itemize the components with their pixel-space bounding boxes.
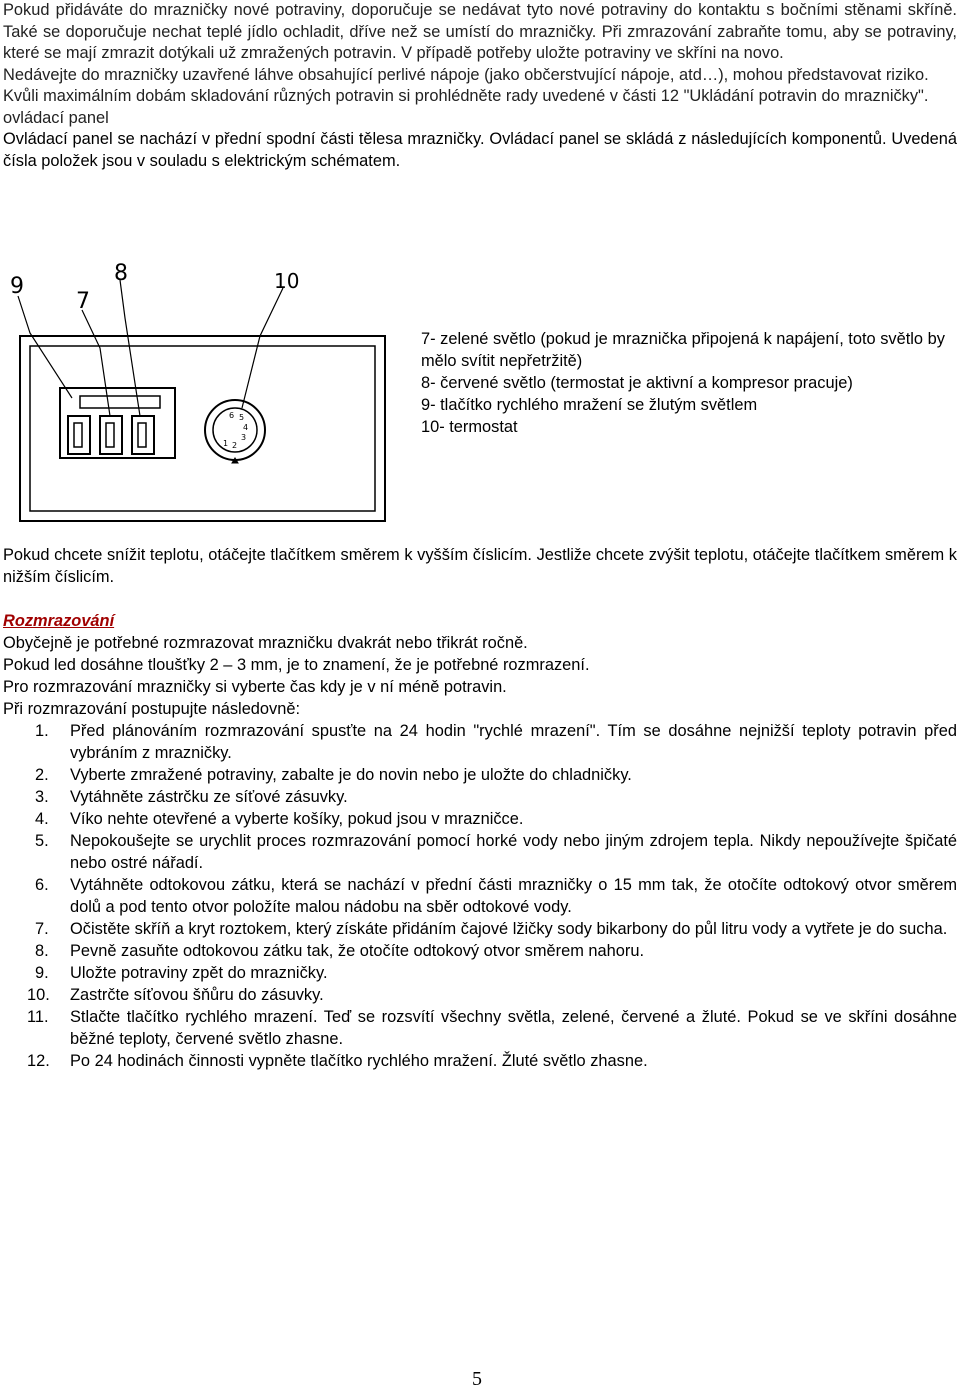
dial-number: 5 [239, 413, 245, 422]
step-text: Víko nehte otevřené a vyberte košíky, pokud jsou v mrazničce. [70, 810, 524, 828]
control-panel-figure [10, 258, 400, 528]
label-9: 9 [10, 274, 24, 299]
dial-number: 2 [232, 441, 238, 450]
list-item [3, 940, 957, 962]
dial-number: 4 [243, 423, 249, 432]
dial-number: 6 [229, 411, 235, 420]
defrost-paragraph: Pokud led dosáhne tloušťky 2 – 3 mm, je to znamení, že je potřebné rozmrazení. [3, 656, 590, 674]
step-number: 4. [35, 810, 49, 828]
intro-paragraph: Ovládací panel se nachází v přední spodní části tělesa mrazničky. Ovládací panel se skládá z následujících komponentů. Uvedená čísla položek jsou v souladu s elektrickým schématem. [3, 130, 957, 170]
list-item [3, 874, 957, 918]
label-strip [80, 396, 160, 408]
control-panel-drawing [10, 258, 400, 528]
defrost-paragraph: Obyčejně je potřebné rozmrazovat mrazničku dvakrát nebo třikrát ročně. [3, 634, 528, 652]
label-7: 7 [76, 289, 90, 314]
list-item [3, 808, 957, 830]
list-item [3, 1050, 957, 1072]
step-text: Nepokoušejte se urychlit proces rozmrazování pomocí horké vody nebo jiným zdrojem tepla. Nikdy nepoužívejte špičaté nebo ostré nářadí. [70, 832, 957, 872]
step-text: Uložte potraviny zpět do mrazničky. [70, 964, 328, 982]
figure-legend [421, 328, 960, 438]
step-text: Vytáhněte odtokovou zátku, která se nachází v přední části mrazničky o 15 mm tak, že otočíte odtokový otvor směrem dolů a pod tento otvor položíte malou nádobu na sběr odtokové vody. [70, 876, 957, 916]
green-light [100, 416, 122, 454]
step-number: 1. [35, 722, 49, 740]
step-number: 7. [35, 920, 49, 938]
leader-10 [242, 288, 283, 408]
legend-item: 7- zelené světlo (pokud je mraznička připojená k napájení, toto světlo by mělo svítit nepřetržitě) [421, 330, 945, 370]
list-item [3, 1006, 957, 1050]
step-number: 2. [35, 766, 49, 784]
defrost-heading: Rozmrazování [3, 612, 115, 630]
legend-item: 10- termostat [421, 418, 518, 436]
step-number: 10. [27, 986, 50, 1004]
leader-7 [82, 310, 110, 416]
leader-9 [18, 296, 72, 398]
label-10: 10 [274, 269, 300, 293]
intro-paragraph: Pokud přidáváte do mrazničky nové potraviny, doporučuje se nedávat tyto nové potraviny do kontaktu s bočními stěnami skříně. Také se doporučuje nechat teplé jídlo ochladit, dříve než se umístí do mrazničky. Při zmrazování zabraňte tomu, aby se potraviny, které se mají zmrazit dotýkali už zmražených potravin. V případě potřeby uložte potraviny ve skříni na novo. [3, 1, 957, 62]
list-item [3, 918, 957, 940]
step-text: Stlačte tlačítko rychlého mrazení. Teď se rozsvítí všechny světla, zelené, červené a žluté. Pokud se ve skříni dosáhne běžné teploty, červené světlo zhasne. [70, 1008, 957, 1048]
dial-number: 3 [241, 433, 247, 442]
list-item [3, 786, 957, 808]
list-item [3, 720, 957, 764]
step-text: Před plánováním rozmrazování spusťte na 24 hodin "rychlé mrazení". Tím se dosáhne nejnižší teploty potravin před vybráním z mrazničky. [70, 722, 957, 762]
step-number: 11. [27, 1008, 49, 1026]
step-text: Vyberte zmražené potraviny, zabalte je do novin nebo je uložte do chladničky. [70, 766, 632, 784]
section-label: ovládací panel [3, 108, 109, 127]
red-light [132, 416, 154, 454]
step-number: 12. [27, 1052, 50, 1070]
step-number: 5. [35, 832, 49, 850]
button-9-inner [74, 423, 82, 447]
dial-number: 1 [223, 439, 229, 448]
light-8-inner [138, 423, 146, 447]
step-text: Vytáhněte zástrčku ze síťové zásuvky. [70, 788, 348, 806]
intro-text [3, 0, 957, 172]
step-number: 6. [35, 876, 49, 894]
step-number: 8. [35, 942, 49, 960]
list-item [3, 984, 957, 1006]
step-text: Očistěte skříň a kryt roztokem, který získáte přidáním čajové lžičky sody bikarbony do půl litru vody a vytřete je do sucha. [70, 920, 948, 938]
defrost-paragraph: Pro rozmrazování mrazničky si vyberte čas kdy je v ní méně potravin. [3, 678, 507, 696]
legend-item: 9- tlačítko rychlého mražení se žlutým světlem [421, 396, 758, 414]
list-item [3, 962, 957, 984]
step-text: Zastrčte síťovou šňůru do zásuvky. [70, 986, 324, 1004]
defrost-paragraph: Při rozmrazování postupujte následovně: [3, 700, 301, 718]
list-item [3, 764, 957, 786]
light-7-inner [106, 423, 114, 447]
label-8: 8 [114, 261, 128, 286]
thermostat-dial [205, 400, 265, 460]
step-number: 9. [35, 964, 49, 982]
step-text: Pevně zasuňte odtokovou zátku tak, že otočíte odtokový otvor směrem nahoru. [70, 942, 644, 960]
defrost-steps [3, 720, 957, 1072]
step-text: Po 24 hodinách činnosti vypněte tlačítko rychlého mražení. Žluté světlo zhasne. [70, 1052, 648, 1070]
intro-paragraph: Nedávejte do mrazničky uzavřené láhve obsahující perlivé nápoje (jako občerstvující nápoje, atd…), mohou představovat riziko. [3, 65, 929, 84]
step-number: 3. [35, 788, 49, 806]
legend-item: 8- červené světlo (termostat je aktivní a kompresor pracuje) [421, 374, 853, 392]
quick-freeze-button [68, 416, 90, 454]
list-item [3, 830, 957, 874]
page-number: 5 [472, 1368, 482, 1390]
intro-paragraph: Kvůli maximálním dobám skladování různých potravin si prohlédněte rady uvedené v části 12 "Ukládání potravin do mrazničky". [3, 87, 929, 105]
defrost-section [3, 544, 957, 1072]
temperature-note: Pokud chcete snížit teplotu, otáčejte tlačítkem směrem k vyšším číslicím. Jestliže chcete zvýšit teplotu, otáčejte tlačítkem směrem k nižším číslicím. [3, 546, 957, 586]
